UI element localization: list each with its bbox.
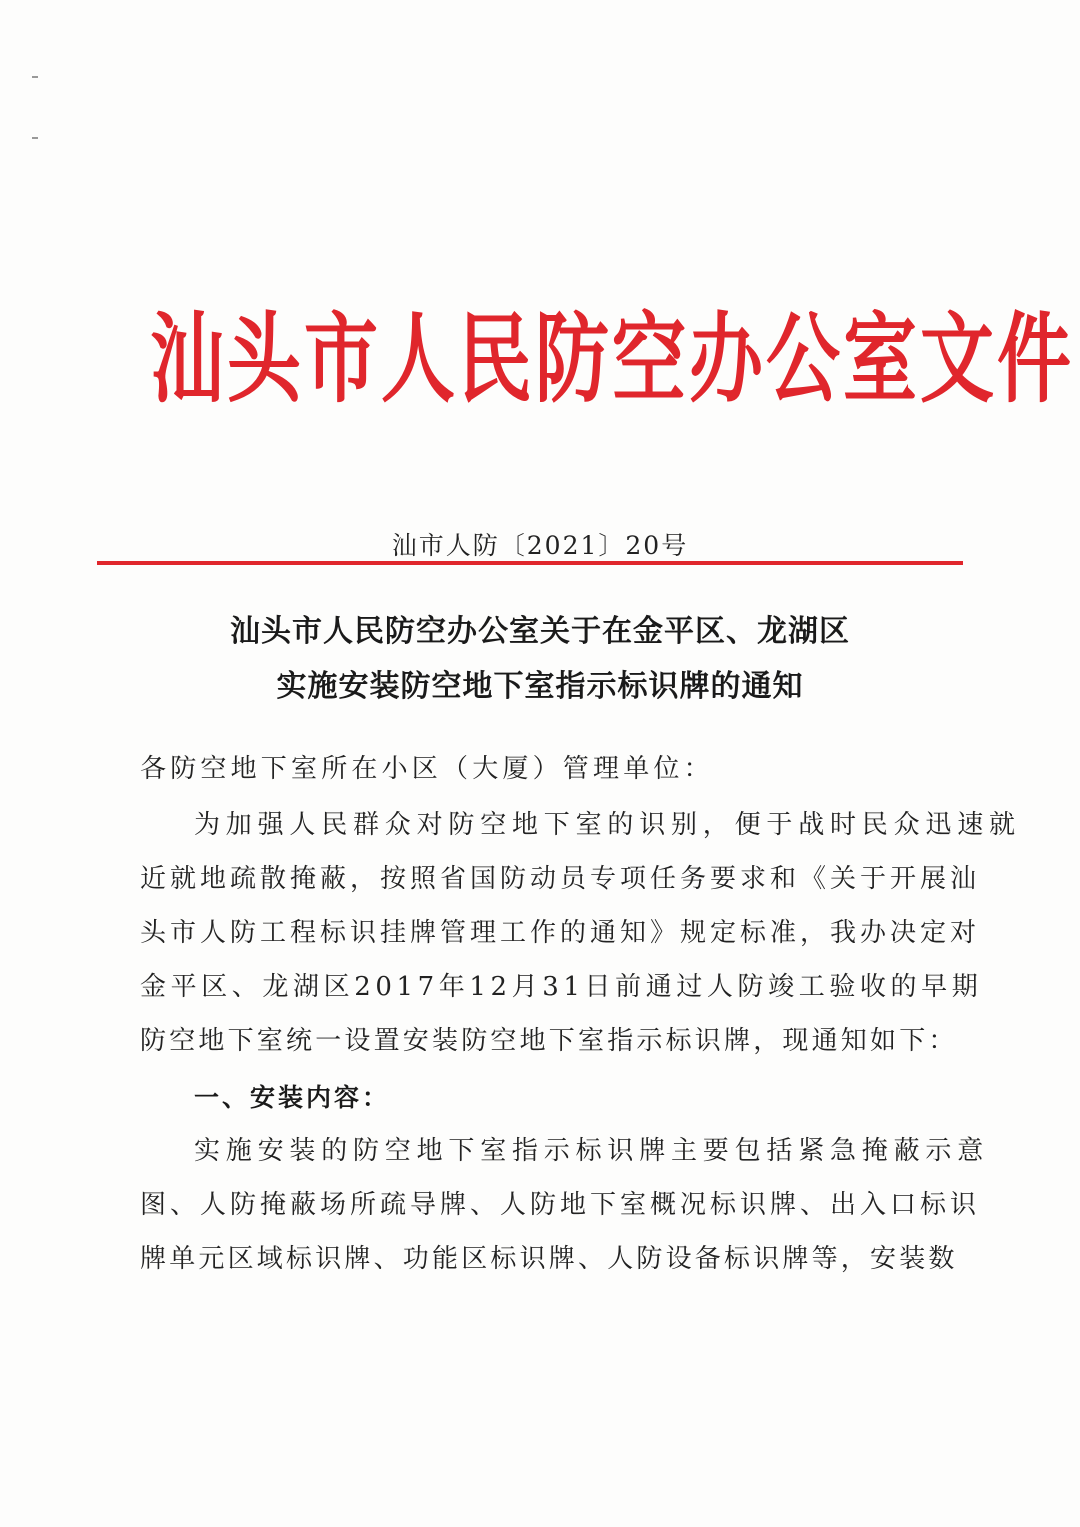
notice-title-line-2: 实施安装防空地下室指示标识牌的通知 xyxy=(276,669,804,704)
agency-header-title: 汕头市人民防空办公室文件 xyxy=(150,303,1074,417)
binding-mark xyxy=(32,137,38,139)
paragraph-line: 牌单元区域标识牌、功能区标识牌、人防设备标识牌等，安装数 xyxy=(140,1244,958,1274)
red-separator-line xyxy=(97,561,963,565)
document-number: 汕市人防〔2021〕20号 xyxy=(391,531,689,560)
paragraph-line: 近就地疏散掩蔽，按照省国防动员专项任务要求和《关于开展汕 xyxy=(140,864,981,894)
paragraph-line: 防空地下室统一设置安装防空地下室指示标识牌，现通知如下： xyxy=(140,1026,958,1056)
paragraph-line: 实施安装的防空地下室指示标识牌主要包括紧急掩蔽示意 xyxy=(194,1136,990,1166)
paragraph-line: 头市人防工程标识挂牌管理工作的通知》规定标准，我办决定对 xyxy=(140,918,981,948)
paragraph-line: 金平区、龙湖区2017年12月31日前通过人防竣工验收的早期 xyxy=(140,972,983,1002)
salutation: 各防空地下室所在小区（大厦）管理单位： xyxy=(140,754,714,784)
binding-mark xyxy=(32,76,38,78)
paragraph-line: 为加强人民群众对防空地下室的识别，便于战时民众迅速就 xyxy=(194,810,1021,840)
paragraph-line: 图、人防掩蔽场所疏导牌、人防地下室概况标识牌、出入口标识 xyxy=(140,1190,981,1220)
section-heading: 一、安装内容： xyxy=(194,1083,391,1112)
notice-title-line-1: 汕头市人民防空办公室关于在金平区、龙湖区 xyxy=(230,614,850,649)
